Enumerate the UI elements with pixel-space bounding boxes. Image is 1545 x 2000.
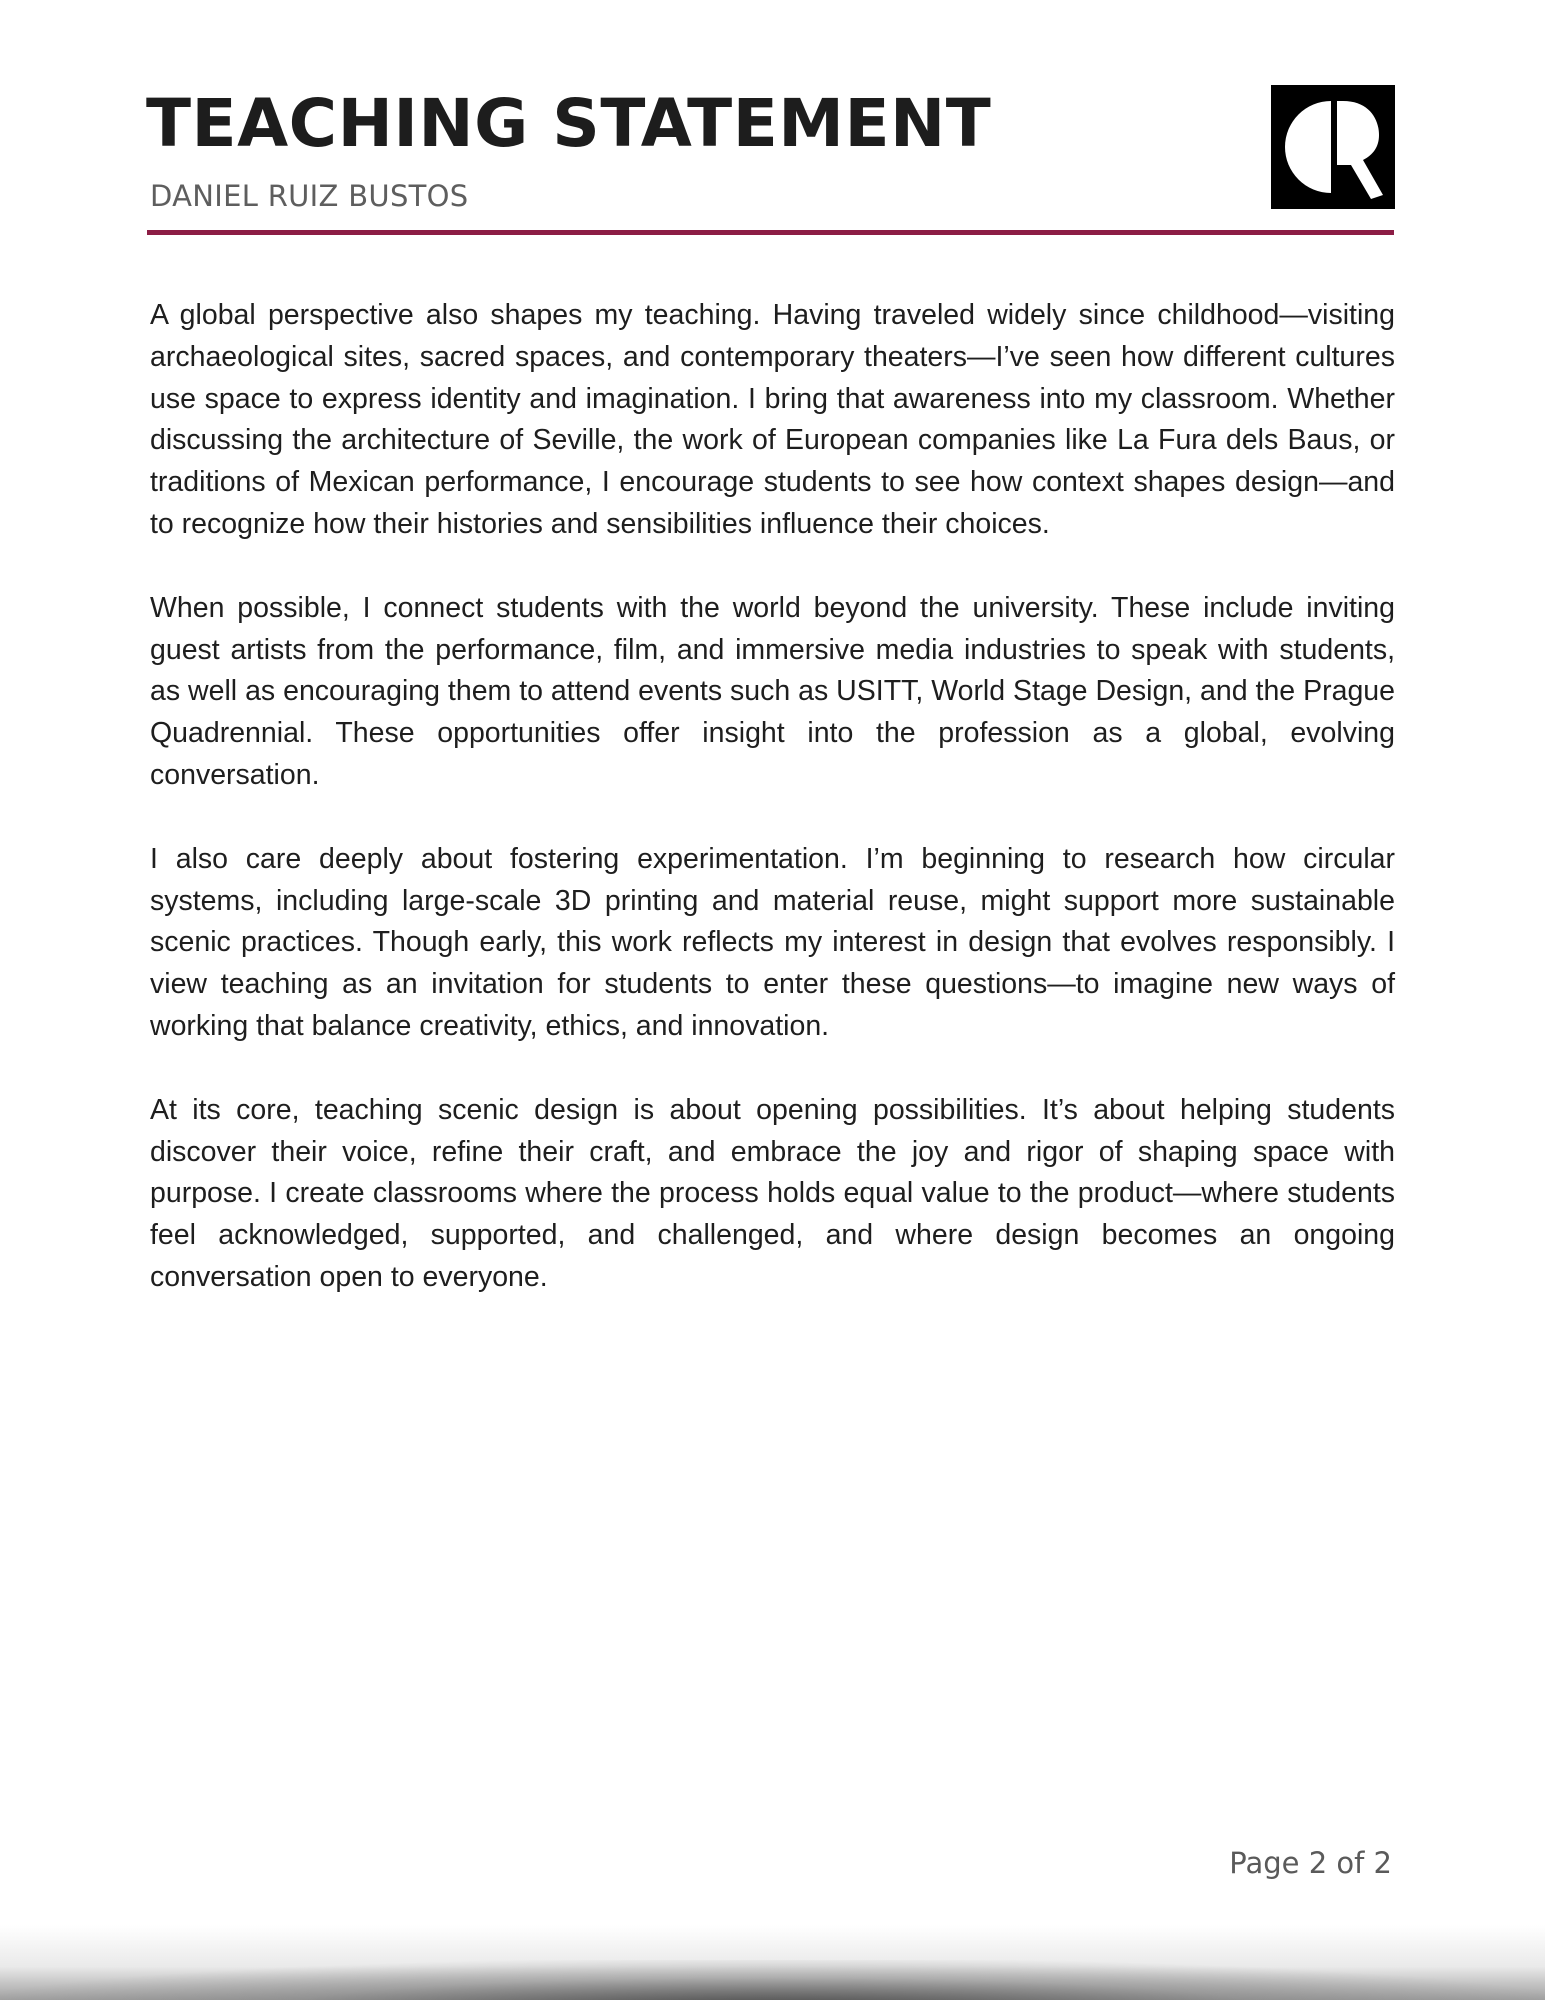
page-bottom-shadow bbox=[0, 1925, 1545, 2000]
page-number: Page 2 of 2 bbox=[1229, 1846, 1392, 1880]
page-title: TEACHING STATEMENT bbox=[146, 85, 992, 162]
paragraph: At its core, teaching scenic design is about opening possibilities. It’s about helping students discover their voice, refine their craft, and embrace the joy and rigor of shaping space with purpose. I create classrooms where the process holds equal value to the product—where students feel acknowledged, supported, and challenged, and where design becomes an ongoing conversation open to everyone. bbox=[150, 1093, 1395, 1293]
paragraph: I also care deeply about fostering experimentation. I’m beginning to research how circular systems, including large-scale 3D printing and material reuse, might support more sustainable scenic practices. Though early, this work reflects my interest in design that evolves responsibly. I view teaching as an invitation for students to enter these questions—to imagine new ways of working that balance creativity, ethics, and innovation. bbox=[150, 842, 1395, 1042]
dr-monogram-logo-icon bbox=[1271, 85, 1395, 209]
header-divider bbox=[147, 230, 1394, 235]
paragraph: When possible, I connect students with the world beyond the university. These include inviting guest artists from the performance, film, and immersive media industries to speak with students, as well as encouraging them to attend events such as USITT, World Stage Design, and the Prague Quadrennial. These opportunities offer insight into the profession as a global, evolving conversation. bbox=[150, 591, 1395, 791]
paragraph: A global perspective also shapes my teaching. Having traveled widely since childhood—visiting archaeological sites, sacred spaces, and contemporary theaters—I’ve seen how different cultures use space to express identity and imagination. I bring that awareness into my classroom. Whether discussing the architecture of Seville, the work of European companies like La Fura dels Baus, or traditions of Mexican performance, I encourage students to see how context shapes design—and to recognize how their histories and sensibilities influence their choices. bbox=[150, 299, 1395, 540]
statement-body bbox=[150, 295, 1395, 1341]
author-name: DANIEL RUIZ BUSTOS bbox=[150, 179, 469, 213]
